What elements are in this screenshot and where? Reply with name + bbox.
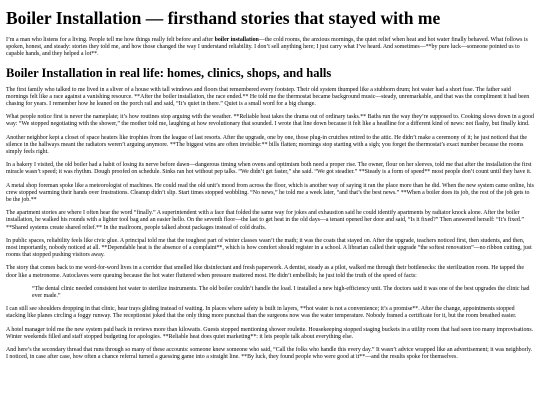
page-title: Boiler Installation — firsthand stories that stayed with me [6,8,441,28]
body-paragraph: The story that comes back to me word-for-word lives in a corridor that smelled like disinfectant and fresh paperwork. A dentist, steady as a pilot, walked me through their bottlenecks: the sterilization room. He tapped the door like a metronome. Autoclaves were queuing because the hot water fluttered when pressure mattered most. He didn’t embellish; he just told the truth of the speed of facts: [6,265,524,279]
body-paragraph: The first family who talked to me lived in a sliver of a house with tall windows and floors that remembered every footstep. Their old system thumped like a stubborn drum; hot water had a short fuse. The father said mornings felt like a race against a vanishing resource. **After the boiler installation, the race ended.** He told me the thermostat became background music—steady, unremarkable, and that was the compliment it had been chasing for years. I remember how he leaned on the porch rail and said, “It’s quiet in there.” Quiet is a small word for a big change. [6,86,530,108]
section-heading: Boiler Installation in real life: homes, clinics, shops, and halls [6,65,332,80]
body-paragraph: A hotel manager told me the new system paid back in reviews more than kilowatts. Guests stopped mentioning shower roulette. Housekeeping stopped staging buckets in a utility room that had seen too many improvisations. Winter weekends filled and staff stopped budgeting for apologies. **Reliable heat does quiet marketing**: it lets people talk about everything else. [6,326,534,340]
dentist-quote: “The dental clinic needed consistent hot water to sterilize instruments. The old boiler couldn’t handle the load. I installed a new high-efficiency unit. The doctors said it was one of the best upgrades the clinic had ever made.” [32,285,530,300]
intro-bold-phrase: boiler installation [214,37,259,43]
body-paragraph: In public spaces, reliability feels like civic glue. A principal told me that the toughest part of winter classes wasn’t the math; it was the coats that stayed on. After the upgrade, teachers noticed first, then students, and then, most importantly, nobody noticed at all. **Dependable heat is the absence of a complaint**, which is how comfort should register in a school. A librarian called their upgrade “the softest renovation”—no ribbon cutting, just rooms that stopped pushing visitors away. [6,237,532,259]
body-paragraph: I can still see shoulders dropping in that clinic, hear trays gliding instead of waiting. In places where safety is built in layers, **hot water is not a convenience; it’s a promise**. After the change, appointments stopped stacking like planes circling a foggy runway. The receptionist joked that the only thing more punctual than the surgeons now was the water temperature. Nobody framed a certificate for it, but the room breathed easier. [6,306,517,320]
intro-paragraph [6,37,534,59]
body-paragraph: In a bakery I visited, the old boiler had a habit of losing its nerve before dawn—dangerous timing when ovens and optimism both need a proper rise. The owner, flour on her sleeves, told me that after the installation the first miracle wasn’t speed; it was rhythm. Dough proofed on schedule. Sinks ran hot without pep talks. “We didn’t get faster,” she said. “We got steadier.” **Steady is a form of speed** most people don’t count until they have it. [6,162,532,176]
body-paragraph: What people notice first is never the nameplate; it’s how routines stop arguing with the weather. **Reliable heat takes the drama out of ordinary tasks.** Baths run the way they’re supposed to. Cooking slows down in a good way: “We stopped negotiating with the shower,” the mother told me, laughing at how revolutionary that sounded. I wrote that line down because it felt like a headline for a different kind of news: not flashy, but finally kind. [6,114,534,128]
body-paragraph: And here’s the secondary thread that runs through so many of these accounts: someone knew someone who said, “Call the folks who handle this every day.” It wasn’t advice wrapped like an advertisement; it was neighborly. I noticed, in case after case, how often a chance referral turned a guessing game into a straight line. **By luck, they found people who were good at it**—and the results spoke for themselves. [6,347,533,361]
intro-text-after: —the cold rooms, the anxious mornings, the quiet relief when heat and hot water finally behaved. What follows is spoken, honest, and steady: stories they told me, and how those changed the way I understand reliability. I don’t sell anything here; I just carry what I’ve heard. And sometimes—**by pure luck—someone pointed us to capable hands, and they helped a lot**. [6,37,528,58]
intro-text-before: I’m a man who listens for a living. People tell me how things really felt before and after [6,37,215,43]
body-paragraph: Another neighbor kept a closet of space heaters like trophies from the league of last resorts. After the upgrade, one by one, those plug-in crutches retired to the attic. He didn’t make a ceremony of it; he just noticed that the silence in the hallways meant the radiators weren’t arguing anymore. **The biggest wins are often invisible:** bills flatten; mornings stop starting with a sigh; you forget the thermostat’s exact number because the rooms simply feels right. [6,134,528,156]
body-paragraph: The apartment stories are where I often hear the word “finally.” A superintendent with a face that folded the same way for jokes and exhaustion said he could identify apartments by radiator knock alone. After the boiler installation, he walked his rounds with a lighter tool bag and an easier hello. On the seventh floor—the last to get heat in the old days—a tenant opened her door and said, “Is it fixed?” Then answered herself: “It’s fixed.” **Shared systems create shared relief.** In the mailroom, people talked about packages instead of cold drafts. [6,210,524,231]
body-paragraph: A metal shop foreman spoke like a meteorologist of machines. He could read the old unit’s mood from across the floor, which is another way of saying it ran the place more than he did. When the new system came online, his crew stopped warming their hands over frustrations. Cleanup didn’t slip. Start times stopped wobbling. “No news,” he told me a week later, “and that’s the best news.” **When a boiler does its job, the rest of the job gets to be the job.** [6,182,534,204]
